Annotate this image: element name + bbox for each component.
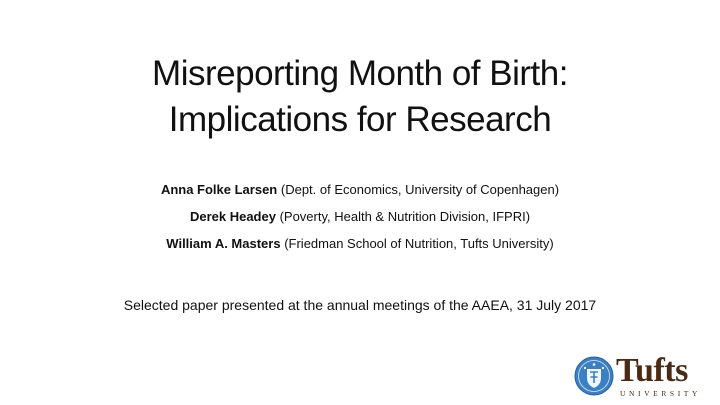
author-list: [0, 176, 720, 257]
author-affiliation: (Friedman School of Nutrition, Tufts University): [284, 236, 554, 251]
tufts-logo: [572, 354, 704, 400]
author-name: Anna Folke Larsen: [160, 182, 278, 197]
author-name: Derek Headey: [189, 209, 276, 224]
presentation-note: Selected paper presented at the annual meetings of the AAEA, 31 July 2017: [123, 297, 597, 313]
tufts-seal-icon: [574, 356, 614, 396]
author-line: [0, 176, 720, 203]
author-affiliation: (Poverty, Health & Nutrition Division, IFPRI): [279, 209, 531, 224]
logo-subtext: UNIVERSITY: [620, 389, 701, 398]
author-affiliation: (Dept. of Economics, University of Copenhagen): [280, 182, 560, 197]
title-line-1: Misreporting Month of Birth:: [152, 54, 568, 93]
author-line: [0, 203, 720, 230]
author-name: William A. Masters: [166, 236, 281, 251]
title-line-2: Implications for Research: [168, 100, 552, 139]
slide-title: [0, 51, 720, 143]
author-line: [0, 230, 720, 257]
logo-wordmark: Tufts: [616, 352, 688, 389]
